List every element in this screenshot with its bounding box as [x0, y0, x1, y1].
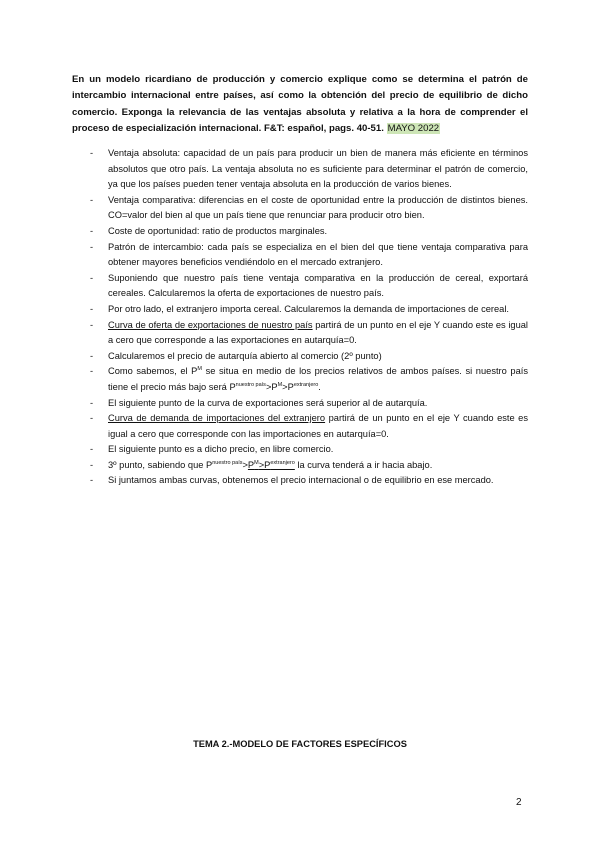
question-text: En un modelo ricardiano de producción y comercio explique como se determina el patrón de intercambio internacional entre países, así como la obtención del precio de equilibrio de dicho comercio. Exponga la relevancia de las ventajas absoluta y relativa a la hora de comprender el proceso de especialización internacional. F&T: español, pags. 40-51.: [72, 74, 528, 134]
superscript: M: [197, 366, 202, 373]
bullet-text: P: [247, 459, 255, 470]
list-item: [90, 146, 528, 193]
list-item: [90, 193, 528, 224]
bullet-text: Ventaja absoluta: capacidad de un país para producir un bien de manera más eficiente en términos absolutos que otro país. La ventaja absoluta no es suficiente para determinar el patrón de comercio, ya que los países pueden tener ventaja absoluta en la producción de varios bienes.: [108, 148, 528, 190]
bullet-text: El siguiente punto de la curva de exportaciones será superior al de autarquía.: [108, 397, 428, 408]
list-item: [90, 224, 528, 240]
list-item: [90, 473, 528, 489]
bullet-text: Si juntamos ambas curvas, obtenemos el precio internacional o de equilibrio en ese mercado.: [108, 475, 494, 486]
bullet-text: >P: [282, 381, 294, 392]
bullet-text: Por otro lado, el extranjero importa cereal. Calcularemos la demanda de importaciones de cereal.: [108, 303, 510, 314]
date-highlight: MAYO 2022: [387, 122, 440, 134]
bullet-text: se situa en medio de los precios relativos de ambos países. si nuestro país tiene el precio más bajo será P: [108, 366, 529, 392]
list-item: [90, 458, 528, 474]
superscript: nuestro país: [212, 459, 243, 466]
bullet-text: El siguiente punto es a dicho precio, en libre comercio.: [108, 444, 334, 455]
list-item: [90, 318, 528, 349]
bullet-text: >P: [258, 459, 271, 470]
bullet-list: [90, 146, 528, 489]
page-number: 2: [516, 797, 522, 808]
underlined-inequality: [248, 460, 295, 470]
bullet-text: Suponiendo que nuestro país tiene ventaja comparativa en la producción de cereal, exportará cereales. Calcularemos la oferta de exportaciones de nuestro país.: [108, 272, 528, 299]
underlined-term: Curva de oferta de exportaciones de nuestro país: [108, 319, 313, 330]
superscript: extranjero: [270, 459, 295, 466]
superscript: extranjero: [293, 381, 319, 388]
bullet-text: la curva tenderá a ir hacia abajo.: [294, 459, 433, 470]
bullet-text: Ventaja comparativa: diferencias en el coste de oportunidad entre la producción de distintos bienes. CO=valor del bien al que un país tiene que renunciar para producir otro bien.: [108, 194, 528, 221]
section-title: TEMA 2.-MODELO DE FACTORES ESPECÍFICOS: [193, 739, 407, 749]
list-item: [90, 240, 528, 271]
underlined-term: Curva de demanda de importaciones del extranjero: [108, 413, 326, 424]
bullet-text: >P: [265, 381, 278, 392]
list-item: [90, 411, 528, 442]
bullet-text: Como sabemos, el P: [108, 366, 198, 377]
question-paragraph: [72, 72, 528, 137]
list-item: [90, 396, 528, 412]
bullet-text: Coste de oportunidad: ratio de productos marginales.: [108, 225, 328, 236]
list-item: [90, 364, 528, 395]
superscript: nuestro país: [235, 381, 266, 388]
bullet-text: Patrón de intercambio: cada país se especializa en el bien del que tiene ventaja comparativa para obtener mayores beneficios vendiéndolo en el mercado extranjero.: [108, 241, 528, 268]
bullet-text: 3º punto, sabiendo que P: [108, 459, 213, 470]
bullet-text: >: [242, 459, 248, 470]
list-item: [90, 302, 528, 318]
superscript: M: [254, 459, 259, 466]
list-item: [90, 442, 528, 458]
bullet-text: partirá de un punto en el eje Y cuando este es igual a cero que corresponde a las exportaciones en autarquía=0.: [108, 319, 528, 346]
bullet-text: Calcularemos el precio de autarquía abierto al comercio (2º punto): [108, 350, 382, 361]
bullet-text: .: [318, 381, 321, 392]
list-item: [90, 349, 528, 365]
superscript: M: [277, 381, 283, 388]
list-item: [90, 271, 528, 302]
bullet-text: partirá de un punto en el eje Y cuando este es igual a cero que corresponde con las importaciones en autarquía=0.: [108, 413, 528, 439]
